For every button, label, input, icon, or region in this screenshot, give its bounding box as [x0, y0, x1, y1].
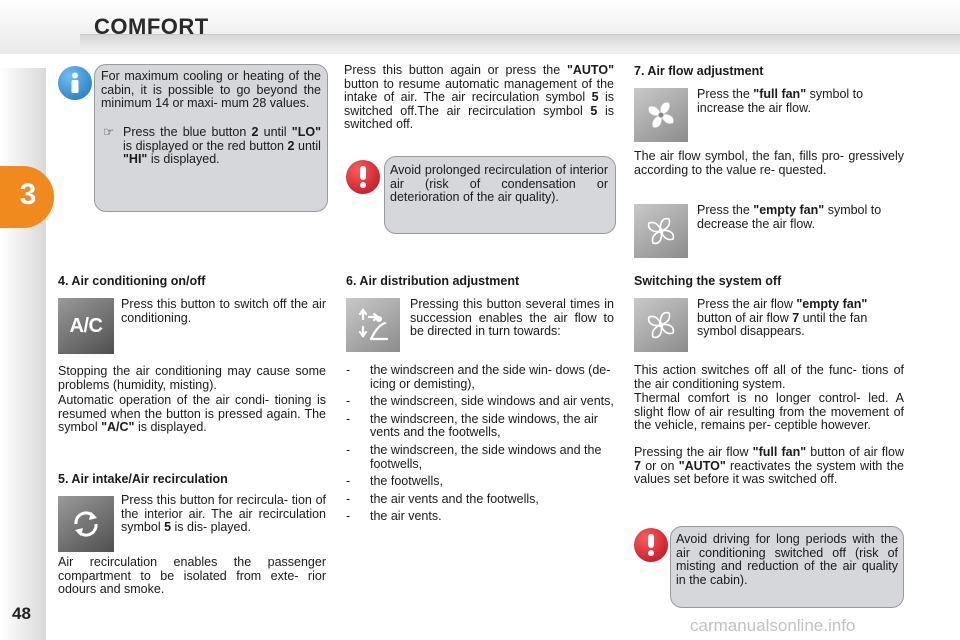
switch-off-heading: Switching the system off: [634, 274, 782, 288]
side-strip: [0, 68, 46, 640]
warning-icon: [634, 528, 668, 562]
empty-fan-icon: [634, 204, 688, 258]
list-item: - the windscreen, the side windows and the footwells,: [346, 442, 602, 471]
ac-stop-text: Stopping the air conditioning may cause some problems (humidity, misting).: [58, 364, 326, 392]
header-rule: [80, 34, 960, 53]
warning-recirc-text: Avoid prolonged recirculation of interior air (risk of condensation or deterioration of the air quality).: [390, 163, 608, 205]
empty-fan-button-icon: [634, 298, 688, 352]
ac-button-text: Press this button to switch off the air conditioning.: [121, 297, 326, 325]
recirculation-button-icon: [58, 496, 114, 552]
chapter-number: 3: [19, 178, 37, 211]
recirculation-info-text: Air recirculation enables the passenger compartment to be isolated from exte- rior odours and smoke.: [58, 555, 326, 597]
page-number: 48: [12, 604, 31, 623]
air-distribution-list: [346, 364, 614, 528]
switch-off-para1: This action switches off all of the func- tions of the air conditioning system.: [634, 363, 904, 391]
section-7-heading: 7. Air flow adjustment: [634, 64, 764, 78]
recirculation-button-text: Press this button for recircula- tion of the interior air. The air recirculation symbol 5 is dis- played.: [121, 493, 326, 535]
section-6-heading: 6. Air distribution adjustment: [346, 274, 520, 288]
fan-fill-text: The air flow symbol, the fan, fills pro- gressively according to the value re- quested.: [634, 149, 904, 177]
list-item: - the air vents and the footwells,: [346, 491, 539, 506]
full-fan-icon: [634, 88, 688, 142]
info-note-bullet: ☞ Press the blue button 2 until "LO" is displayed or the red button 2 until "HI" is displayed.: [103, 125, 322, 167]
watermark: carmanualsonline.info: [690, 616, 856, 635]
info-note-text: For maximum cooling or heating of the cabin, it is possible to go beyond the minimum 14 or maxi- mum 28 values.: [101, 69, 321, 111]
info-icon: [58, 66, 92, 100]
ac-resume-text: Automatic operation of the air condi- tioning is resumed when the button is pressed again. The symbol "A/C" is displayed.: [58, 393, 326, 435]
full-fan-text: Press the "full fan" symbol to increase the air flow.: [697, 87, 864, 115]
switch-off-para3: Pressing the air flow "full fan" button of air flow 7 or on "AUTO" reactivates the system with the values set before it was switched off.: [634, 445, 904, 487]
air-distribution-button-icon: [346, 298, 400, 352]
air-distribution-text: Pressing this button several times in succession enables the air flow to be directed in turn towards:: [410, 297, 614, 339]
switch-off-para2: Thermal comfort is no longer control- led. A slight flow of air resulting from the movement of the vehicle, remains per- ceptible however.: [634, 391, 904, 433]
list-item: - the windscreen and the side win- dows (de-icing or demisting),: [346, 363, 611, 391]
list-item: - the windscreen, side windows and air vents,: [346, 394, 614, 409]
warning-drive-text: Avoid driving for long periods with the air conditioning switched off (risk of misting and reduction of the air quality in the cabin).: [676, 532, 898, 587]
pointer-icon: ☞: [103, 125, 115, 139]
section-5-heading: 5. Air intake/Air recirculation: [58, 472, 228, 486]
page-title: COMFORT: [94, 14, 209, 39]
list-item: - the windscreen, the side windows, the air vents and the footwells,: [346, 411, 598, 440]
list-item: - the footwells,: [346, 474, 443, 489]
ac-button-icon: A/C: [58, 298, 114, 354]
switch-off-press-text: Press the air flow "empty fan" button of air flow 7 until the fan symbol disappears.: [697, 297, 868, 339]
section-4-heading: 4. Air conditioning on/off: [58, 274, 206, 288]
recirc-resume-text: Press this button again or press the "AUTO" button to resume automatic management of the intake of air. The air recirculation symbol 5 is switched off.The air recirculation symbol 5 is switched off.: [344, 63, 614, 132]
list-item: - the air vents.: [346, 509, 442, 524]
warning-icon: [346, 160, 380, 194]
empty-fan-text: Press the "empty fan" symbol to decrease the air flow.: [697, 203, 882, 231]
